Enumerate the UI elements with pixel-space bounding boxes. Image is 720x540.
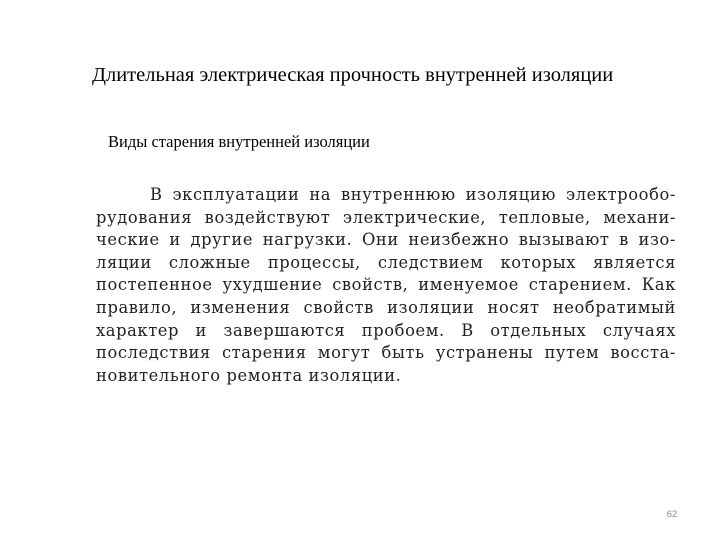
slide-title: Длительная электрическая прочность внутренней изоляции [92,64,614,86]
paragraph-line: постепенное ухудшение свойств, именуемое старением. Как [96,275,676,295]
paragraph-line: ляции сложные процессы, следствием которых является [96,252,676,272]
scanned-paragraph [96,184,676,387]
paragraph-line: ческие и другие нагрузки. Они неизбежно вызывают в изо- [96,230,676,250]
paragraph-line: новительного ремонта изоляции. [96,365,402,385]
slide-subtitle: Виды старения внутренней изоляции [108,132,370,151]
paragraph-line: характер и завершаются пробоем. В отдельных случаях [96,320,676,340]
paragraph-line: последствия старения могут быть устранены путем восста- [96,343,676,363]
paragraph-line: рудования воздействуют электрические, тепловые, механи- [96,207,676,227]
paragraph-line: В эксплуатации на внутреннюю изоляцию электрообо- [150,185,676,204]
paragraph-line: правило, изменения свойств изоляции носят необратимый [96,297,676,317]
page-number: 62 [666,509,678,520]
